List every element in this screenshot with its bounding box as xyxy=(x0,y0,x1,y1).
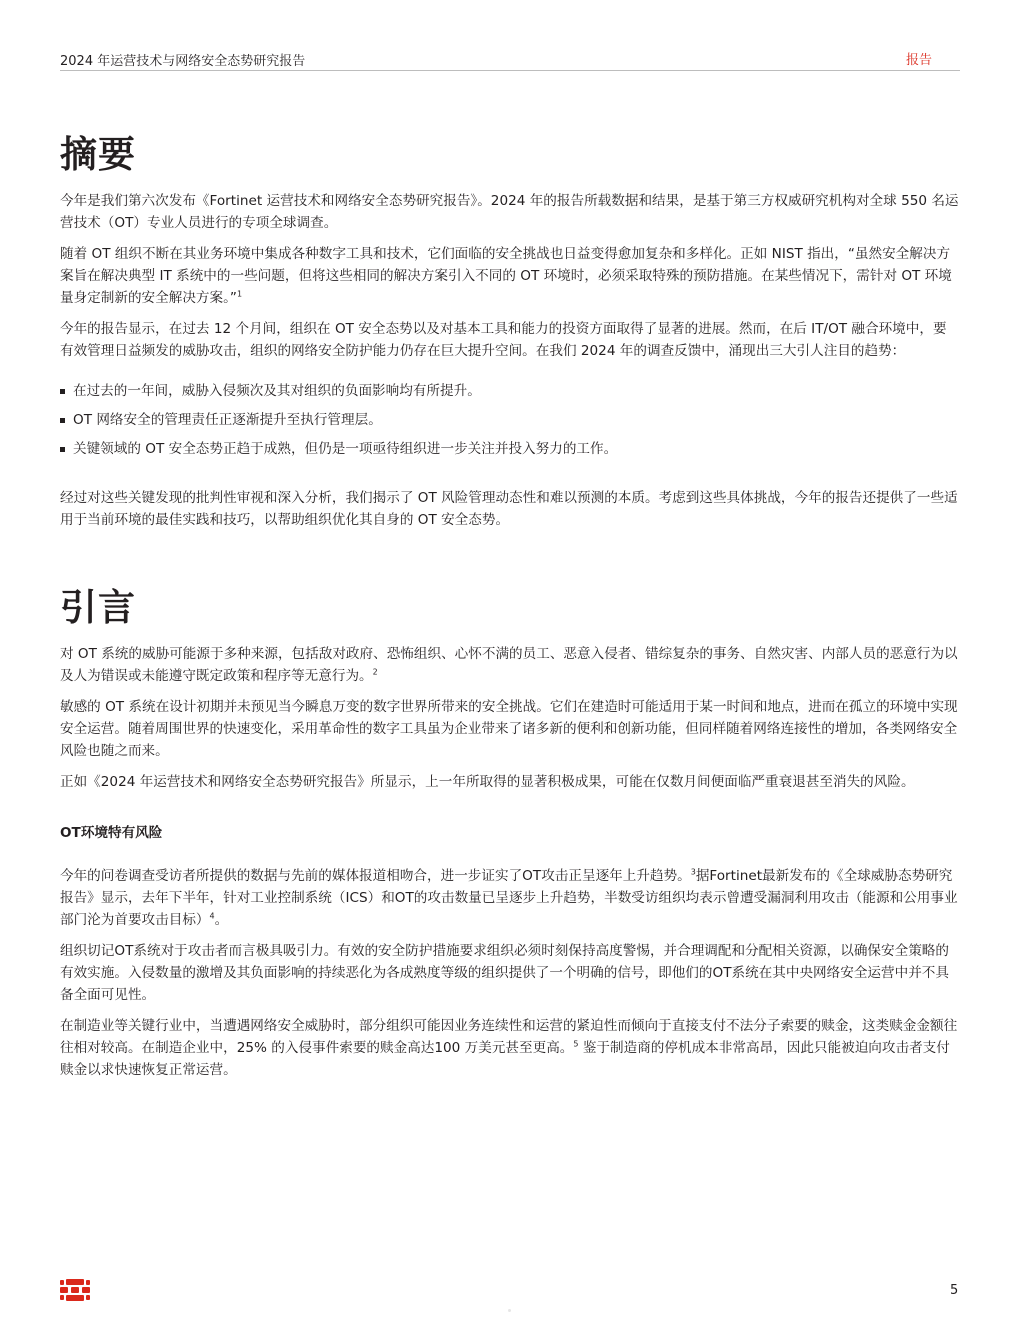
footnote-ref: 4 xyxy=(209,911,215,921)
summary-paragraph: 今年的报告显示，在过去 12 个月间，组织在 OT 安全态势以及对基本工具和能力的投资方面取得了显著的进展。然而，在后 IT/OT 融合环境中，要有效管理日益频发的威胁攻击，组织的网络安全防护能力仍存在巨大提升空间。在我们 2024 年的调查反馈中，涌现出三大引人注目的趋势： xyxy=(60,321,947,359)
fortinet-logo-icon xyxy=(60,1279,90,1301)
page-dot-mark xyxy=(508,1309,511,1312)
report-title: 2024 年运营技术与网络安全态势研究报告 xyxy=(60,54,306,69)
page-header xyxy=(60,48,960,71)
footnote-ref: 1 xyxy=(236,289,243,299)
intro-paragraph: 组织切记OT系统对于攻击者而言极具吸引力。有效的安全防护措施要求组织必须时刻保持高度警惕，并合理调配和分配相关资源，以确保安全策略的有效实施。入侵数量的激增及其负面影响的持续恶化为各成熟度等级的组织提供了一个明确的信号，即他们的OT系统在其中央网络安全运营中并不具备全面可见性。 xyxy=(60,943,949,1003)
page-content xyxy=(60,120,960,1081)
bullet-square-icon xyxy=(60,447,65,452)
bullet-square-icon xyxy=(60,389,65,394)
summary-paragraph: 经过对这些关键发现的批判性审视和深入分析，我们揭示了 OT 风险管理动态性和难以预测的本质。考虑到这些具体挑战，今年的报告还提供了一些适用于当前环境的最佳实践和技巧，以帮助组织优化其自身的 OT 安全态势。 xyxy=(60,490,958,528)
list-item: 关键领域的 OT 安全态势正趋于成熟，但仍是一项亟待组织进一步关注并投入努力的工作。 xyxy=(60,438,960,460)
bullet-square-icon xyxy=(60,418,65,423)
footnote-ref: 3 xyxy=(690,867,696,877)
list-item: 在过去的一年间，威胁入侵频次及其对组织的负面影响均有所提升。 xyxy=(60,380,960,402)
summary-paragraph: 今年是我们第六次发布《Fortinet 运营技术和网络安全态势研究报告》。2024 年的报告所载数据和结果，是基于第三方权威研究机构对全球 550 名运营技术（OT）专业人员进行的专项全球调查。 xyxy=(60,193,959,231)
summary-paragraph: 随着 OT 组织不断在其业务环境中集成各种数字工具和技术，它们面临的安全挑战也日益变得愈加复杂和多样化。正如 NIST 指出，“虽然安全解决方案旨在解决典型 IT 系统中的一些问题，但将这些相同的解决方案引入不同的 OT 环境时，必须采取特殊的预防措施。在某些情况下，需针对 OT 环境量身定制新的安全解决方案。”$^1$ xyxy=(60,246,952,306)
intro-heading: 引言 xyxy=(60,586,136,629)
intro-paragraph: 今年的问卷调查受访者所提供的数据与先前的媒体报道相吻合，进一步证实了OT攻击正呈逐年上升趋势。$^3$据Fortinet最新发布的《全球威胁态势研究报告》显示，去年下半年，针对工业控制系统（ICS）和OT的攻击数量已呈逐步上升趋势，半数受访组织均表示曾遭受漏洞利用攻击（能源和公用事业部门沦为首要攻击目标）$^4$。 xyxy=(60,867,958,928)
footnote-ref: 5 xyxy=(573,1039,579,1049)
summary-heading: 摘要 xyxy=(60,133,136,176)
intro-paragraph: 正如《2024 年运营技术和网络安全态势研究报告》所显示，上一年所取得的显著积极成果，可能在仅数月间便面临严重衰退甚至消失的风险。 xyxy=(60,774,915,790)
page-number: 5 xyxy=(950,1283,959,1298)
list-item: OT 网络安全的管理责任正逐渐提升至执行管理层。 xyxy=(60,409,960,431)
ot-risk-subheading: OT环境特有风险 xyxy=(60,825,163,841)
report-tag: 报告 xyxy=(905,53,932,68)
intro-paragraph: 对 OT 系统的威胁可能源于多种来源，包括敌对政府、恐怖组织、心怀不满的员工、恶意入侵者、错综复杂的事务、自然灾害、内部人员的恶意行为以及人为错误或未能遵守既定政策和程序等无意行为。$^2$ xyxy=(60,646,958,684)
trend-list xyxy=(60,380,960,460)
footnote-ref: 2 xyxy=(372,667,378,677)
intro-paragraph: 在制造业等关键行业中，当遭遇网络安全威胁时，部分组织可能因业务连续性和运营的紧迫性而倾向于直接支付不法分子索要的赎金，这类赎金金额往往相对较高。在制造企业中，25% 的入侵事件索要的赎金高达100 万美元甚至更高。$^5$ 鉴于制造商的停机成本非常高昂，因此只能被迫向攻击者支付赎金以求快速恢复正常运营。 xyxy=(60,1018,958,1078)
intro-paragraph: 敏感的 OT 系统在设计初期并未预见当今瞬息万变的数字世界所带来的安全挑战。它们在建造时可能适用于某一时间和地点，进而在孤立的环境中实现安全运营。随着周围世界的快速变化，采用革命性的数字工具虽为企业带来了诸多新的便利和创新功能，但同样随着网络连接性的增加，各类网络安全风险也随之而来。 xyxy=(60,699,958,759)
